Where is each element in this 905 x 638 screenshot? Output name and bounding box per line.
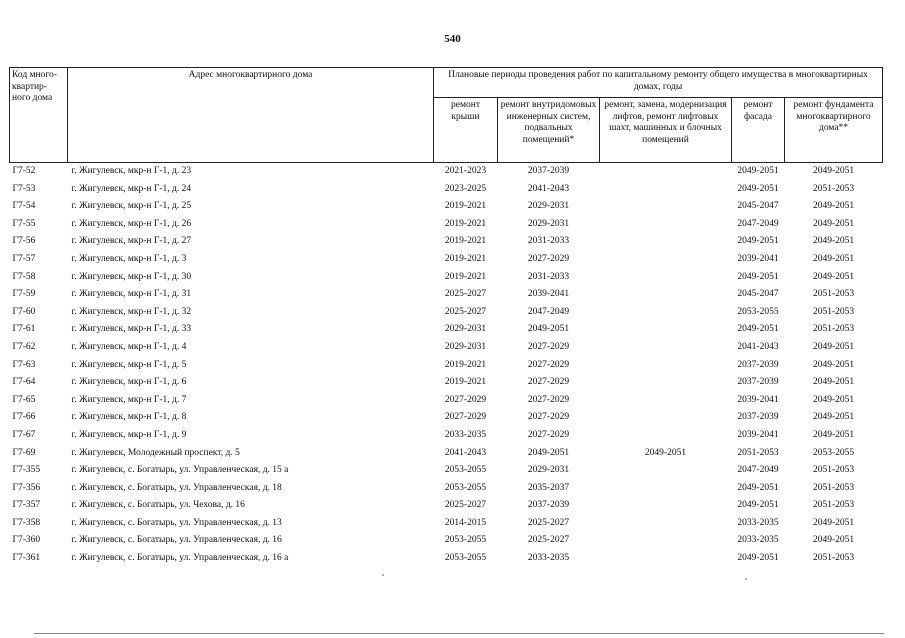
address-cell: г. Жигулевск, мкр-н Г-1, д. 30 <box>71 271 192 282</box>
lifts-cell <box>600 181 732 199</box>
systems-cell: 2039-2041 <box>527 289 570 300</box>
lifts-cell: 2049-2051 <box>644 447 687 458</box>
address-cell: г. Жигулевск, мкр-н Г-1, д. 32 <box>71 306 192 317</box>
foundation-cell: 2049-2051 <box>812 236 855 247</box>
roof-cell: 2029-2031 <box>444 324 487 335</box>
header-lifts: ремонт, замена, модернизация лифтов, ремонт лифтовых шахт, машинных и блочных помещений <box>600 98 732 163</box>
lifts-cell <box>600 269 732 287</box>
code-cell: Г7-57 <box>12 253 36 264</box>
foundation-cell: 2051-2053 <box>812 500 855 511</box>
roof-cell: 2053-2055 <box>444 465 487 476</box>
foundation-cell: 2049-2051 <box>812 253 855 264</box>
address-cell: г. Жигулевск, с. Богатырь, ул. Управленческая, д. 15 а <box>71 465 289 476</box>
table-row <box>10 216 883 234</box>
header-roof: ремонт крыши <box>434 98 498 163</box>
table-row <box>10 339 883 357</box>
foundation-cell: 2053-2055 <box>812 447 855 458</box>
lifts-cell <box>600 251 732 269</box>
systems-cell: 2025-2027 <box>527 517 570 528</box>
roof-cell: 2025-2027 <box>444 289 487 300</box>
systems-cell: 2047-2049 <box>527 306 570 317</box>
address-cell: г. Жигулевск, мкр-н Г-1, д. 27 <box>71 236 192 247</box>
facade-cell: 2039-2041 <box>737 429 779 440</box>
roof-cell: 2053-2055 <box>444 535 487 546</box>
foundation-cell: 2049-2051 <box>812 535 855 546</box>
lifts-cell <box>600 286 732 304</box>
address-cell: г. Жигулевск, мкр-н Г-1, д. 33 <box>71 324 192 335</box>
table-row <box>10 445 883 463</box>
address-cell: г. Жигулевск, с. Богатырь, ул. Управленческая, д. 16 а <box>71 553 289 564</box>
table-body <box>10 163 883 568</box>
foundation-cell: 2051-2053 <box>812 289 855 300</box>
code-cell: Г7-358 <box>12 517 41 528</box>
roof-cell: 2019-2021 <box>444 201 487 212</box>
foundation-cell: 2049-2051 <box>812 341 855 352</box>
address-cell: г. Жигулевск, мкр-н Г-1, д. 25 <box>71 201 192 212</box>
foundation-cell: 2049-2051 <box>812 218 855 229</box>
table-row <box>10 233 883 251</box>
facade-cell: 2053-2055 <box>737 306 779 317</box>
facade-cell: 2039-2041 <box>737 253 779 264</box>
foundation-cell: 2049-2051 <box>812 166 855 176</box>
code-cell: Г7-63 <box>12 359 36 370</box>
lifts-cell <box>600 462 732 480</box>
lifts-cell <box>600 163 732 181</box>
systems-cell: 2033-2035 <box>527 553 570 564</box>
table-row <box>10 163 883 181</box>
lifts-cell <box>600 233 732 251</box>
roof-cell: 2014-2015 <box>444 517 487 528</box>
systems-cell: 2025-2027 <box>527 535 570 546</box>
facade-cell: 2037-2039 <box>737 359 779 370</box>
foundation-cell: 2051-2053 <box>812 553 855 564</box>
roof-cell: 2021-2023 <box>444 166 487 176</box>
scan-speck <box>745 578 747 580</box>
address-cell: г. Жигулевск, мкр-н Г-1, д. 9 <box>71 429 187 440</box>
roof-cell: 2019-2021 <box>444 377 487 388</box>
header-code: Код много-квартир-ного дома <box>10 68 68 163</box>
code-cell: Г7-69 <box>12 447 36 458</box>
systems-cell: 2027-2029 <box>527 341 570 352</box>
table-row <box>10 286 883 304</box>
lifts-cell <box>600 515 732 533</box>
systems-cell: 2027-2029 <box>527 359 570 370</box>
facade-cell: 2051-2053 <box>737 447 779 458</box>
foundation-cell: 2051-2053 <box>812 324 855 335</box>
systems-cell: 2029-2031 <box>527 201 570 212</box>
table-row <box>10 304 883 322</box>
roof-cell: 2027-2029 <box>444 412 487 423</box>
lifts-cell <box>600 216 732 234</box>
facade-cell: 2033-2035 <box>737 517 779 528</box>
foundation-cell: 2049-2051 <box>812 517 855 528</box>
code-cell: Г7-58 <box>12 271 36 282</box>
facade-cell: 2047-2049 <box>737 218 779 229</box>
lifts-cell <box>600 409 732 427</box>
code-cell: Г7-65 <box>12 394 36 405</box>
address-cell: г. Жигулевск, мкр-н Г-1, д. 31 <box>71 289 192 300</box>
table-header <box>10 68 883 163</box>
foundation-cell: 2049-2051 <box>812 377 855 388</box>
table-row <box>10 181 883 199</box>
foundation-cell: 2049-2051 <box>812 394 855 405</box>
header-address: Адрес многоквартирного дома <box>68 68 434 163</box>
foundation-cell: 2051-2053 <box>812 306 855 317</box>
code-cell: Г7-66 <box>12 412 36 423</box>
systems-cell: 2049-2051 <box>527 447 570 458</box>
facade-cell: 2045-2047 <box>737 289 779 300</box>
page-number: 540 <box>444 33 461 45</box>
code-cell: Г7-54 <box>12 201 36 212</box>
systems-cell: 2041-2043 <box>527 183 570 194</box>
address-cell: г. Жигулевск, мкр-н Г-1, д. 5 <box>71 359 187 370</box>
foundation-cell: 2051-2053 <box>812 482 855 493</box>
facade-cell: 2049-2051 <box>737 271 779 282</box>
systems-cell: 2029-2031 <box>527 465 570 476</box>
systems-cell: 2037-2039 <box>527 500 570 511</box>
code-cell: Г7-64 <box>12 377 36 388</box>
roof-cell: 2019-2021 <box>444 359 487 370</box>
roof-cell: 2019-2021 <box>444 253 487 264</box>
address-cell: г. Жигулевск, мкр-н Г-1, д. 6 <box>71 377 187 388</box>
systems-cell: 2027-2029 <box>527 429 570 440</box>
facade-cell: 2049-2051 <box>737 183 779 194</box>
systems-cell: 2037-2039 <box>527 166 570 176</box>
facade-cell: 2049-2051 <box>737 236 779 247</box>
foundation-cell: 2049-2051 <box>812 412 855 423</box>
address-cell: г. Жигулевск, с. Богатырь, ул. Чехова, д. 16 <box>71 500 245 511</box>
facade-cell: 2037-2039 <box>737 412 779 423</box>
code-cell: Г7-60 <box>12 306 36 317</box>
code-cell: Г7-67 <box>12 429 36 440</box>
table-row <box>10 427 883 445</box>
roof-cell: 2027-2029 <box>444 394 487 405</box>
table-row <box>10 198 883 216</box>
header-periods: Плановые периоды проведения работ по капитальному ремонту общего имущества в многоквартирных домах, годы <box>434 68 883 98</box>
roof-cell: 2041-2043 <box>444 447 487 458</box>
code-cell: Г7-355 <box>12 465 41 476</box>
foundation-cell: 2049-2051 <box>812 429 855 440</box>
table-row <box>10 497 883 515</box>
roof-cell: 2023-2025 <box>444 183 487 194</box>
table-row <box>10 515 883 533</box>
code-cell: Г7-56 <box>12 236 36 247</box>
table-row <box>10 480 883 498</box>
roof-cell: 2019-2021 <box>444 271 487 282</box>
code-cell: Г7-52 <box>12 166 36 176</box>
lifts-cell <box>600 480 732 498</box>
table-row <box>10 321 883 339</box>
foundation-cell: 2051-2053 <box>812 183 855 194</box>
table-row <box>10 374 883 392</box>
foundation-cell: 2049-2051 <box>812 271 855 282</box>
lifts-cell <box>600 550 732 568</box>
facade-cell: 2039-2041 <box>737 394 779 405</box>
address-cell: г. Жигулевск, мкр-н Г-1, д. 4 <box>71 341 187 352</box>
facade-cell: 2045-2047 <box>737 201 779 212</box>
facade-cell: 2047-2049 <box>737 465 779 476</box>
systems-cell: 2027-2029 <box>527 377 570 388</box>
code-cell: Г7-360 <box>12 535 41 546</box>
code-cell: Г7-55 <box>12 218 36 229</box>
table-row <box>10 357 883 375</box>
roof-cell: 2019-2021 <box>444 236 487 247</box>
lifts-cell <box>600 532 732 550</box>
table-row <box>10 269 883 287</box>
bottom-rule <box>34 633 884 634</box>
roof-cell: 2025-2027 <box>444 306 487 317</box>
address-cell: г. Жигулевск, мкр-н Г-1, д. 26 <box>71 218 192 229</box>
address-cell: г. Жигулевск, мкр-н Г-1, д. 23 <box>71 166 192 176</box>
lifts-cell <box>600 357 732 375</box>
roof-cell: 2019-2021 <box>444 218 487 229</box>
address-cell: г. Жигулевск, мкр-н Г-1, д. 7 <box>71 394 187 405</box>
code-cell: Г7-61 <box>12 324 36 335</box>
foundation-cell: 2049-2051 <box>812 359 855 370</box>
foundation-cell: 2051-2053 <box>812 465 855 476</box>
systems-cell: 2049-2051 <box>527 324 570 335</box>
address-cell: г. Жигулевск, мкр-н Г-1, д. 8 <box>71 412 187 423</box>
roof-cell: 2029-2031 <box>444 341 487 352</box>
table-row <box>10 392 883 410</box>
roof-cell: 2053-2055 <box>444 553 487 564</box>
roof-cell: 2053-2055 <box>444 482 487 493</box>
address-cell: г. Жигулевск, Молодежный проспект, д. 5 <box>71 447 240 458</box>
lifts-cell <box>600 374 732 392</box>
lifts-cell <box>600 392 732 410</box>
facade-cell: 2049-2051 <box>737 482 779 493</box>
header-foundation: ремонт фундамента многоквартирного дома** <box>785 98 883 163</box>
table-row <box>10 409 883 427</box>
table-row <box>10 462 883 480</box>
code-cell: Г7-357 <box>12 500 41 511</box>
code-cell: Г7-361 <box>12 553 41 564</box>
facade-cell: 2037-2039 <box>737 377 779 388</box>
address-cell: г. Жигулевск, мкр-н Г-1, д. 24 <box>71 183 192 194</box>
systems-cell: 2027-2029 <box>527 412 570 423</box>
systems-cell: 2027-2029 <box>527 253 570 264</box>
foundation-cell: 2049-2051 <box>812 201 855 212</box>
roof-cell: 2025-2027 <box>444 500 487 511</box>
systems-cell: 2035-2037 <box>527 482 570 493</box>
lifts-cell <box>600 321 732 339</box>
table-row <box>10 251 883 269</box>
facade-cell: 2049-2051 <box>737 500 779 511</box>
table-row <box>10 550 883 568</box>
facade-cell: 2049-2051 <box>737 324 779 335</box>
scan-speck <box>382 574 384 576</box>
code-cell: Г7-53 <box>12 183 36 194</box>
facade-cell: 2041-2043 <box>737 341 779 352</box>
table-row <box>10 532 883 550</box>
roof-cell: 2033-2035 <box>444 429 487 440</box>
lifts-cell <box>600 339 732 357</box>
code-cell: Г7-356 <box>12 482 41 493</box>
systems-cell: 2027-2029 <box>527 394 570 405</box>
lifts-cell <box>600 427 732 445</box>
lifts-cell <box>600 198 732 216</box>
header-facade: ремонт фасада <box>732 98 785 163</box>
address-cell: г. Жигулевск, с. Богатырь, ул. Управленческая, д. 13 <box>71 517 282 528</box>
facade-cell: 2033-2035 <box>737 535 779 546</box>
code-cell: Г7-59 <box>12 289 36 300</box>
address-cell: г. Жигулевск, с. Богатырь, ул. Управленческая, д. 16 <box>71 535 282 546</box>
address-cell: г. Жигулевск, мкр-н Г-1, д. 3 <box>71 253 187 264</box>
facade-cell: 2049-2051 <box>737 553 779 564</box>
facade-cell: 2049-2051 <box>737 166 779 176</box>
lifts-cell <box>600 304 732 322</box>
code-cell: Г7-62 <box>12 341 36 352</box>
systems-cell: 2031-2033 <box>527 236 570 247</box>
capital-repair-table <box>9 67 883 568</box>
systems-cell: 2031-2033 <box>527 271 570 282</box>
address-cell: г. Жигулевск, с. Богатырь, ул. Управленческая, д. 18 <box>71 482 282 493</box>
lifts-cell <box>600 497 732 515</box>
header-systems: ремонт внутридомовых инженерных систем, подвальных помещений* <box>498 98 600 163</box>
systems-cell: 2029-2031 <box>527 218 570 229</box>
